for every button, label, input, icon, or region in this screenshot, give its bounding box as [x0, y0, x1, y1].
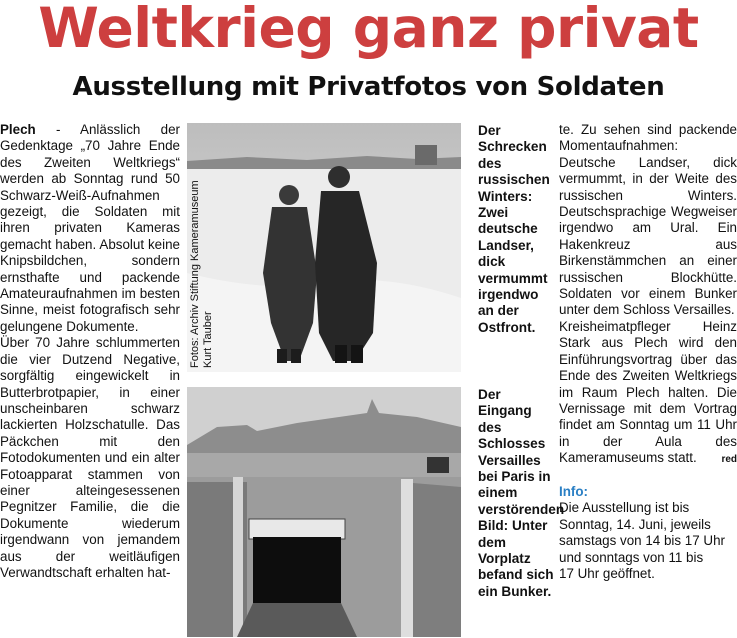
- info-line: samstags von 14 bis 17 Uhr: [559, 533, 725, 549]
- subheadline: Ausstellung mit Privatfotos von Soldaten: [72, 72, 665, 102]
- dateline: Plech: [0, 122, 36, 137]
- article-lead-text: - Anlässlich der Gedenktage „70 Jahre Ende des Zweiten Weltkriegs“ werden ab Sonntag rund 50 Schwarz-Weiß-Aufnahmen gezeigt, die Soldaten mit ihren privaten Kameras gemacht haben. Absolut keine Knipsbildchen, sondern ernsthafte und packende Amateuraufnahmen im besten Sinne, meist fotografisch sehr gelungene Dokumente.: [0, 122, 180, 334]
- info-line: und sonntags von 11 bis: [559, 549, 704, 565]
- info-box: [559, 484, 737, 582]
- photo-caption-2: Der Eingang des Schlosses Versailles bei Paris in einem verstörenden Bild: Unter dem Vorplatz befand sich ein Bunker.: [478, 387, 565, 599]
- info-line: Die Ausstellung ist bis: [559, 500, 690, 516]
- info-line: Sonntag, 14. Juni, jeweils: [559, 516, 711, 532]
- article-paragraph-1: [0, 122, 180, 335]
- photo-caption-1: Der Schrecken des russischen Winters: Zwei deutsche Landser, dick vermummt irgendwo an der Ostfront.: [478, 123, 550, 335]
- photo-credit-line-1: Fotos: Archiv Stiftung Kameramuseum: [189, 180, 201, 368]
- photo-soldiers-winter: [187, 123, 461, 372]
- article-column-1: [0, 122, 180, 581]
- photo-versailles-bunker: [187, 387, 461, 637]
- info-line: 17 Uhr geöffnet.: [559, 565, 655, 581]
- article-paragraph-2: Über 70 Jahre schlummerten die vier Dutzend Negative, sorgfältig eingewickelt in Butterbrotpapier, in einer unscheinbaren schwarz lackierten Holzschatulle. Das Päckchen mit den Fotodokumenten und ein alter Fotoapparat stammen von einer alteingesessenen Pegnitzer Familie, die die Dokumente wiederum irgendwann von jemandem aus der weitläufigen Verwandtschaft erhalten hat-: [0, 335, 180, 580]
- article-paragraph-3: te. Zu sehen sind packende Momentaufnahmen: Deutsche Landser, dick vermummt, in der Weite des russischen Winters. Deutschsprachige Wegweiser irgendwo am Ural. Ein Hakenkreuz aus Birkenstämmchen an einer russischen Blockhütte. Soldaten vor einem Bunker unter dem Schloss Versailles.: [559, 122, 737, 318]
- author-tag: red: [721, 453, 737, 465]
- photo-credit: [189, 154, 219, 368]
- article-paragraph-4: Kreisheimatpfleger Heinz Stark aus Plech wird den Einführungsvortrag über das Ende des Zweiten Weltkriegs im Raum Plech halten. Die Vernissage mit dem Vortrag findet am Sonntag um 11 Uhr in der Aula des Kameramuseums statt.: [559, 318, 737, 466]
- info-label: Info:: [559, 483, 588, 499]
- photo-credit-line-2: Kurt Tauber: [202, 311, 214, 368]
- article-column-4: [559, 122, 737, 582]
- headline: Weltkrieg ganz privat: [38, 0, 699, 60]
